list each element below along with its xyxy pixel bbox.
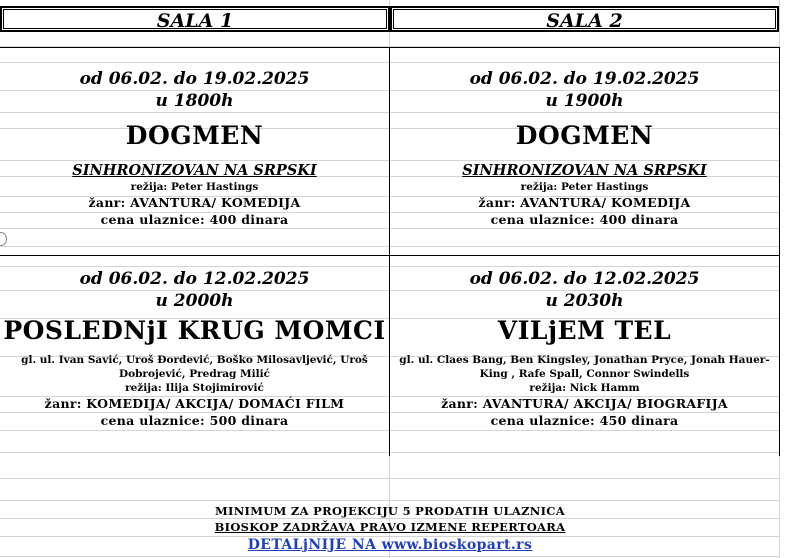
- movie-director: režija: Peter Hastings: [130, 181, 259, 193]
- movie-cast: gl. ul. Claes Bang, Ben Kingsley, Jonathan Pryce, Jonah Hauer-King , Rafe Spall, Connor Swindells: [399, 354, 770, 380]
- ticket-price: cena ulaznice: 450 dinara: [490, 413, 679, 428]
- screening-sala1-second: [0, 268, 389, 429]
- movie-genre: žanr: AVANTURA/ AKCIJA/ BIOGRAFIJA: [441, 396, 728, 411]
- screening-dates: od 06.02. do 19.02.2025: [469, 69, 700, 89]
- footer-minimum-note: MINIMUM ZA PROJEKCIJU 5 PRODATIH ULAZNICA: [215, 504, 565, 518]
- ticket-price: cena ulaznice: 400 dinara: [100, 212, 289, 227]
- movie-title: DOGMEN: [125, 121, 264, 150]
- movie-director: režija: Ilija Stojimirović: [125, 382, 264, 394]
- movie-director: režija: Peter Hastings: [520, 181, 649, 193]
- footer-repertoire-note: BIOSKOP ZADRŽAVA PRAVO IZMENE REPERTOARA: [214, 520, 566, 534]
- movie-subtitle: SINHRONIZOVAN NA SRPSKI: [72, 162, 317, 179]
- movie-genre: žanr: AVANTURA/ KOMEDIJA: [478, 195, 691, 210]
- movie-subtitle: SINHRONIZOVAN NA SRPSKI: [462, 162, 707, 179]
- movie-title: POSLEDNjI KRUG MOMCI: [3, 316, 386, 345]
- website-link[interactable]: DETALjNIJE NA www.bioskopart.rs: [247, 537, 533, 553]
- movie-title: VILjEM TEL: [497, 316, 672, 345]
- screening-sala1-first: [0, 68, 389, 228]
- hall-name: SALA 2: [546, 10, 623, 32]
- hall-header-1: [0, 6, 390, 32]
- screening-sala2-first: [390, 68, 779, 228]
- hall-header-2: [390, 6, 779, 32]
- movie-cast: gl. ul. Ivan Savić, Uroš Đordević, Boško Milosavljević, Uroš Dobrojević, Predrag Milić: [21, 354, 368, 380]
- movie-director: režija: Nick Hamm: [529, 382, 640, 394]
- screening-time: u 1800h: [155, 91, 234, 111]
- hall-name: SALA 1: [156, 10, 234, 32]
- screening-sala2-second: [390, 268, 779, 429]
- ticket-price: cena ulaznice: 400 dinara: [490, 212, 679, 227]
- movie-title: DOGMEN: [515, 121, 654, 150]
- screening-dates: od 06.02. do 19.02.2025: [79, 69, 310, 89]
- ticket-price: cena ulaznice: 500 dinara: [100, 413, 289, 428]
- screening-time: u 2030h: [545, 291, 624, 311]
- screening-dates: od 06.02. do 12.02.2025: [79, 269, 310, 289]
- movie-genre: žanr: AVANTURA/ KOMEDIJA: [88, 195, 301, 210]
- movie-genre: žanr: KOMEDIJA/ AKCIJA/ DOMAĆI FILM: [44, 396, 345, 411]
- screening-time: u 2000h: [155, 291, 234, 311]
- screening-dates: od 06.02. do 12.02.2025: [469, 269, 700, 289]
- screening-time: u 1900h: [545, 91, 624, 111]
